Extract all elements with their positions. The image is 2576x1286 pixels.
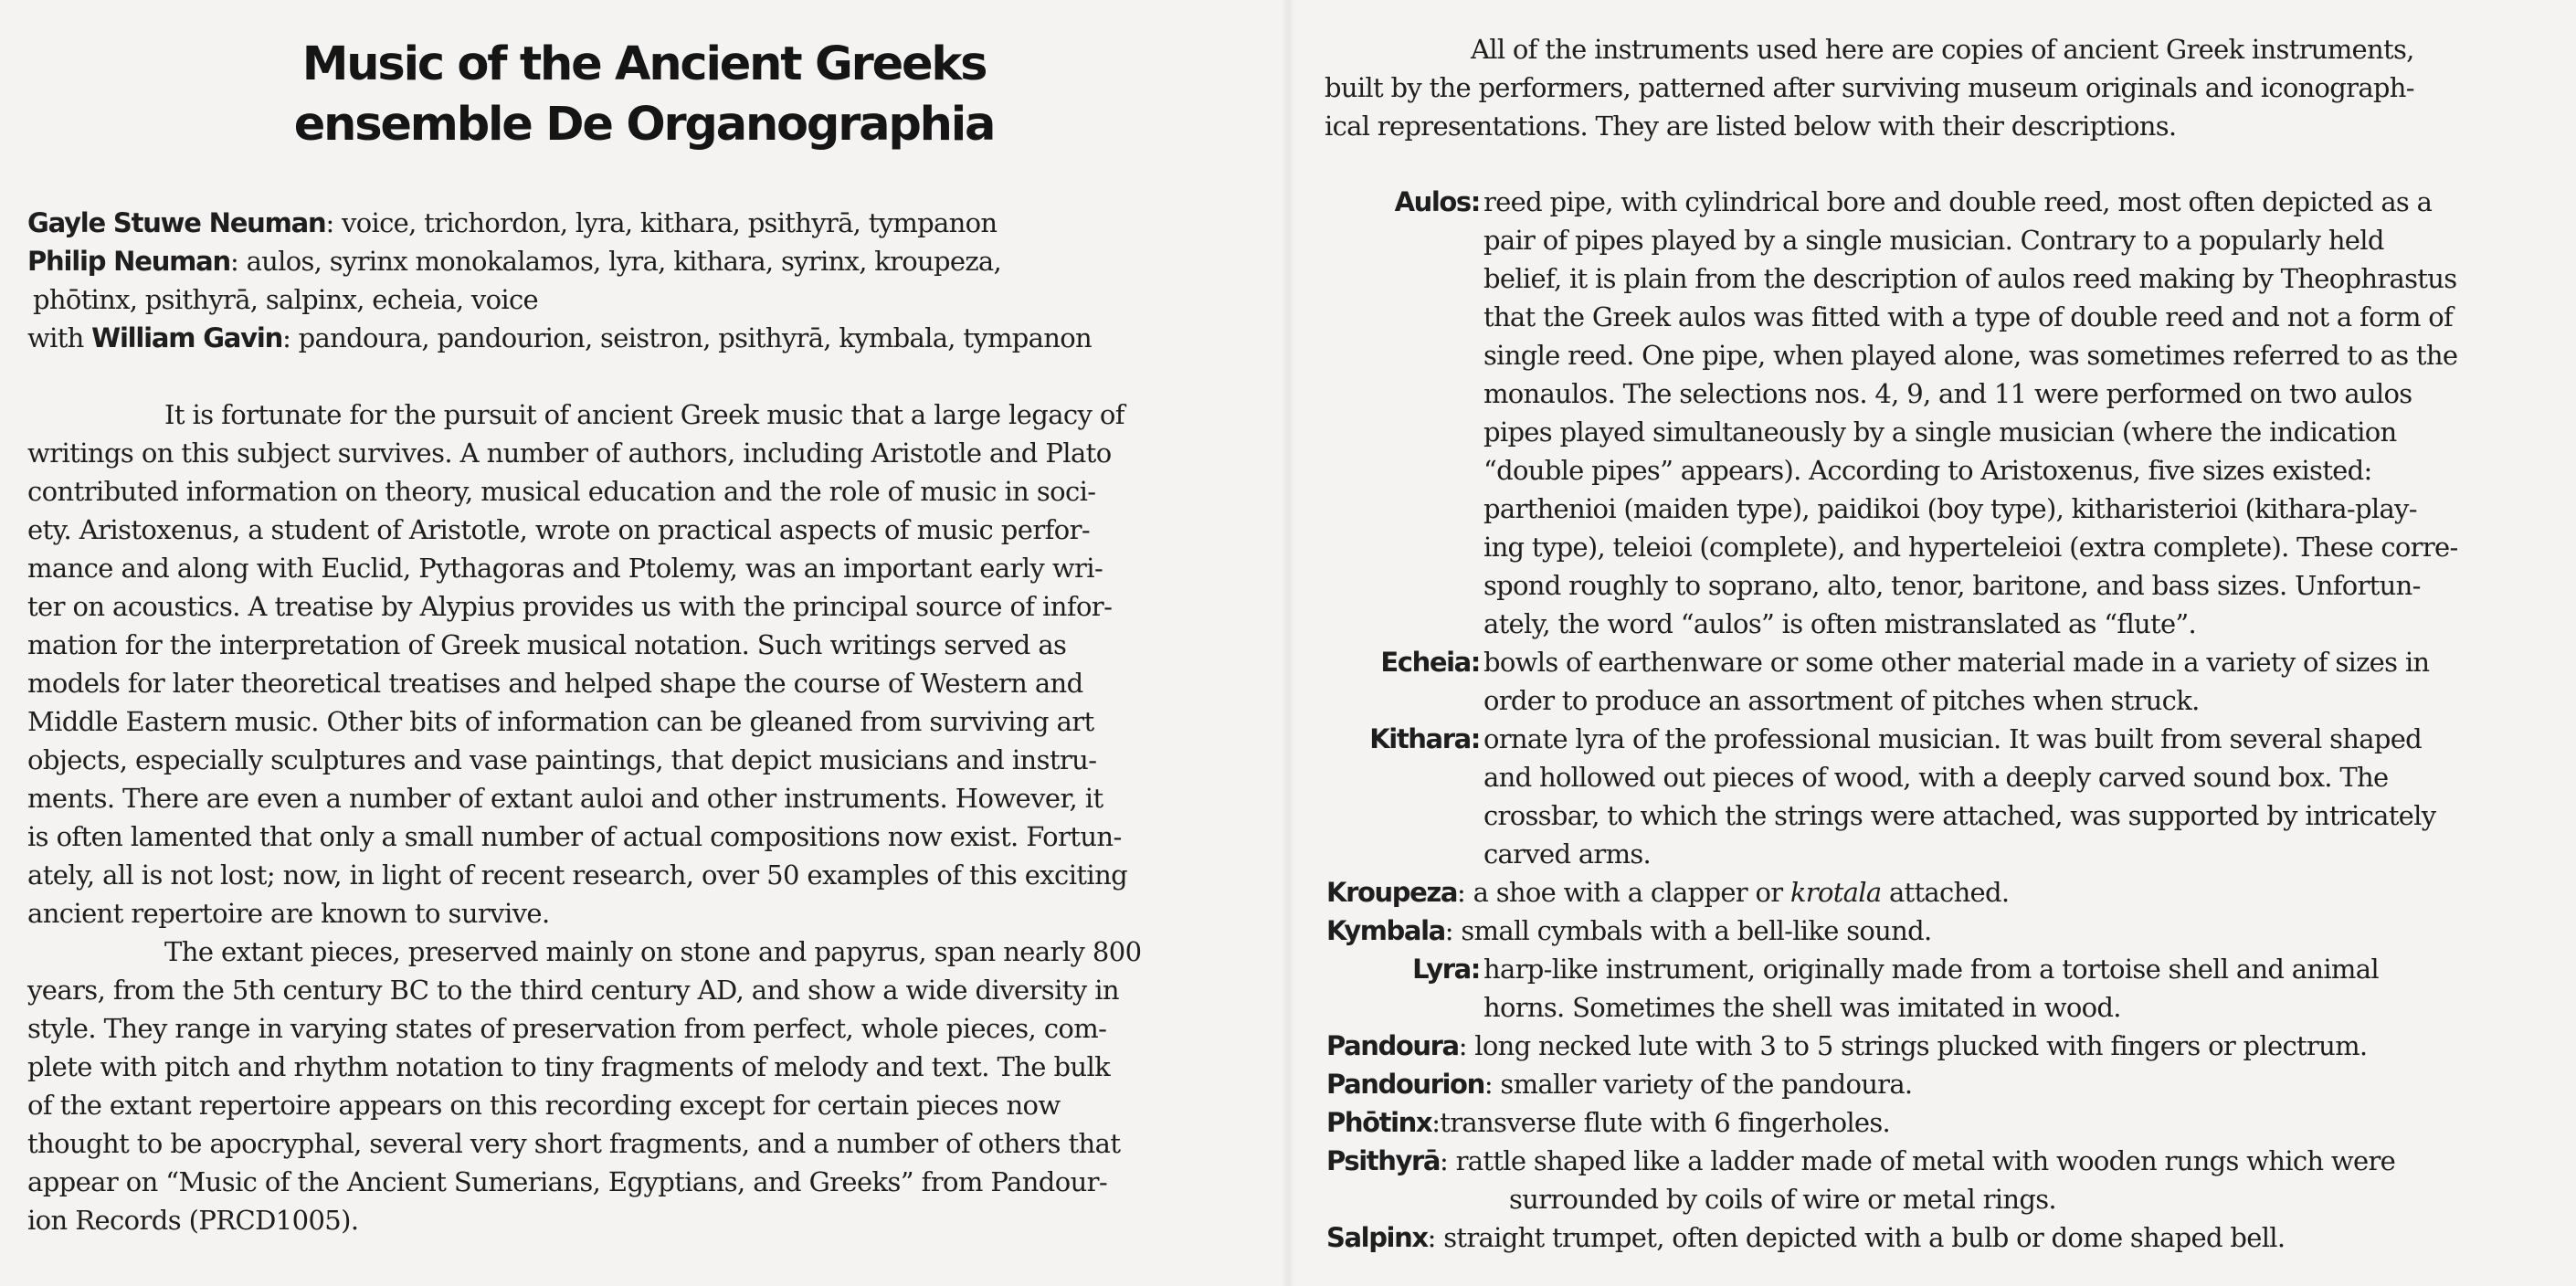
- performer-instruments: : pandoura, pandourion, seistron, psithyrā, kymbala, tympanon: [282, 322, 1092, 353]
- performer-name: Philip Neuman: [27, 246, 230, 277]
- text-line: writings on this subject survives. A number of authors, including Aristotle and Plato: [27, 437, 1112, 469]
- instruments-intro: [1325, 30, 2558, 145]
- instrument-description: : straight trumpet, often depicted with a bulb or dome shaped bell.: [1427, 1222, 2286, 1253]
- instrument-line: [1326, 1142, 2569, 1180]
- text-line: ments. There are even a number of extant auloi and other instruments. However, it: [27, 783, 1103, 814]
- performer-name: William Gavin: [91, 322, 283, 353]
- instrument-term: Kithara:: [1369, 723, 1480, 754]
- text-line: objects, especially sculptures and vase paintings, that depict musicians and instru-: [27, 744, 1097, 775]
- instrument-line: [1326, 1065, 2569, 1103]
- text-line: parthenioi (maiden type), paidikoi (boy type), kitharisterioi (kithara-play-: [1483, 493, 2417, 524]
- paragraph: [27, 395, 1242, 933]
- text-line: is often lamented that only a small number of actual compositions now exist. Fortun-: [27, 821, 1122, 852]
- instrument-description: [1326, 720, 2569, 873]
- text-line: belief, it is plain from the description of aulos reed making by Theophrastus: [1483, 263, 2457, 294]
- page-title: [0, 35, 1288, 155]
- credit-line: [27, 319, 1279, 357]
- instrument-term: Psithyrā: [1326, 1145, 1441, 1176]
- text-line: ing type), teleioi (complete), and hyperteleioi (extra complete). These corre-: [1483, 532, 2458, 563]
- instrument-description-continued: surrounded by coils of wire or metal rings.: [1509, 1184, 2056, 1215]
- text-line: mance and along with Euclid, Pythagoras and Ptolemy, was an important early wri-: [27, 553, 1103, 584]
- title-line-2: ensemble De Organographia: [293, 98, 995, 152]
- instrument-description: : a shoe with a clapper or: [1457, 877, 1790, 908]
- text-line: ical representations. They are listed below with their descriptions.: [1325, 111, 2177, 142]
- text-line: The extant pieces, preserved mainly on stone and papyrus, span nearly 800: [164, 936, 1142, 967]
- instrument-entry: [1326, 183, 2569, 643]
- text-line: carved arms.: [1483, 838, 1652, 870]
- credit-continuation: phōtinx, psithyrā, salpinx, echeia, voice: [33, 284, 538, 315]
- instrument-term: Echeia:: [1380, 647, 1480, 678]
- instrument-list: [1326, 183, 2569, 1257]
- text-line: monaulos. The selections nos. 4, 9, and 11 were performed on two aulos: [1483, 378, 2412, 409]
- instrument-line: [1326, 1218, 2569, 1257]
- text-line: ately, all is not lost; now, in light of recent research, over 50 examples of this exciting: [27, 859, 1128, 891]
- performer-instruments: : voice, trichordon, lyra, kithara, psithyrā, tympanon: [325, 207, 998, 238]
- instrument-description: [1326, 183, 2569, 643]
- instrument-entry: [1326, 912, 2569, 950]
- performer-credits: [27, 204, 1279, 357]
- text-line: Middle Eastern music. Other bits of information can be gleaned from surviving art: [27, 706, 1094, 737]
- text-line: ornate lyra of the professional musician. It was built from several shaped: [1483, 723, 2423, 754]
- instrument-description: [1326, 950, 2569, 1027]
- text-line: It is fortunate for the pursuit of ancient Greek music that a large legacy of: [164, 399, 1124, 430]
- text-line: plete with pitch and rhythm notation to tiny fragments of melody and text. The bulk: [27, 1051, 1111, 1082]
- text-line: of the extant repertoire appears on this recording except for certain pieces now: [27, 1090, 1061, 1121]
- instrument-line: [1326, 912, 2569, 950]
- instrument-term: Lyra:: [1412, 954, 1480, 985]
- instrument-term: Aulos:: [1394, 186, 1480, 217]
- instrument-term: Kymbala: [1326, 915, 1445, 946]
- title-line-1: Music of the Ancient Greeks: [301, 37, 987, 91]
- text-line: thought to be apocryphal, several very short fragments, and a number of others that: [27, 1128, 1121, 1159]
- right-page: [1288, 0, 2576, 1286]
- text-line: crossbar, to which the strings were attached, was supported by intricately: [1483, 800, 2436, 831]
- text-line: bowls of earthenware or some other material made in a variety of sizes in: [1483, 647, 2430, 678]
- text-line: pipes played simultaneously by a single musician (where the indication: [1483, 416, 2397, 448]
- instrument-term: Phōtinx: [1326, 1107, 1432, 1138]
- instrument-term: Kroupeza: [1326, 877, 1458, 908]
- instrument-entry: [1326, 720, 2569, 873]
- text-line: style. They range in varying states of preservation from perfect, whole pieces, com-: [27, 1013, 1107, 1044]
- credit-line: [27, 204, 1279, 242]
- text-line: ately, the word “aulos” is often mistranslated as “flute”.: [1483, 608, 2197, 639]
- text-line: ancient repertoire are known to survive.: [27, 898, 550, 929]
- text-line: “double pipes” appears). According to Aristoxenus, five sizes existed:: [1483, 455, 2372, 486]
- text-line: horns. Sometimes the shell was imitated in wood.: [1483, 992, 2121, 1023]
- instrument-entry: [1326, 1103, 2569, 1142]
- text-line: pair of pipes played by a single musician. Contrary to a popularly held: [1483, 225, 2384, 256]
- instrument-term: Salpinx: [1326, 1222, 1428, 1253]
- instrument-description: : smaller variety of the pandoura.: [1483, 1069, 1913, 1100]
- text-line: harp-like instrument, originally made from a tortoise shell and animal: [1483, 954, 2379, 985]
- instrument-description: : rattle shaped like a ladder made of metal with wooden rungs which were: [1440, 1145, 2396, 1176]
- text-line: reed pipe, with cylindrical bore and double reed, most often depicted as a: [1483, 186, 2433, 217]
- instrument-entry: [1326, 1218, 2569, 1257]
- instrument-line: [1326, 1103, 2569, 1142]
- intro-text: [27, 395, 1242, 1239]
- text-line: years, from the 5th century BC to the third century AD, and show a wide diversity in: [27, 975, 1119, 1006]
- instrument-description: :transverse flute with 6 fingerholes.: [1431, 1107, 1891, 1138]
- text-line: single reed. One pipe, when played alone, was sometimes referred to as the: [1483, 340, 2458, 371]
- credit-line: [27, 242, 1279, 280]
- text-line: ter on acoustics. A treatise by Alypius provides us with the principal source of infor-: [27, 591, 1113, 622]
- italic-term: krotala: [1789, 877, 1882, 908]
- text-line: order to produce an assortment of pitches when struck.: [1483, 685, 2200, 716]
- instrument-entry: [1326, 873, 2569, 912]
- instrument-term: Pandourion: [1326, 1069, 1484, 1100]
- text-line: spond roughly to soprano, alto, tenor, baritone, and bass sizes. Unfortun-: [1483, 570, 2421, 601]
- text-line: ety. Aristoxenus, a student of Aristotle, wrote on practical aspects of music perfor-: [27, 514, 1091, 545]
- paragraph: [27, 933, 1242, 1239]
- text-line: built by the performers, patterned after surviving museum originals and iconograph-: [1325, 72, 2414, 103]
- text-line: that the Greek aulos was fitted with a type of double reed and not a form of: [1483, 301, 2454, 332]
- text-line: All of the instruments used here are copies of ancient Greek instruments,: [1471, 34, 2414, 65]
- instrument-entry: [1326, 950, 2569, 1027]
- instrument-line: [1326, 1027, 2569, 1065]
- instrument-entry: [1326, 1065, 2569, 1103]
- instrument-entry: [1326, 643, 2569, 720]
- performer-name: Gayle Stuwe Neuman: [27, 207, 326, 238]
- credit-prefix: with: [27, 322, 92, 353]
- instrument-term: Pandoura: [1326, 1030, 1459, 1061]
- instrument-description: [1326, 643, 2569, 720]
- instrument-entry: [1326, 1027, 2569, 1065]
- instrument-entry: [1326, 1142, 2569, 1218]
- text-line: and hollowed out pieces of wood, with a deeply carved sound box. The: [1483, 762, 2389, 793]
- instrument-description: : long necked lute with 3 to 5 strings plucked with fingers or plectrum.: [1458, 1030, 2368, 1061]
- text-line: models for later theoretical treatises and helped shape the course of Western and: [27, 668, 1083, 699]
- instrument-description: : small cymbals with a bell-like sound.: [1444, 915, 1932, 946]
- text-line: mation for the interpretation of Greek musical notation. Such writings served as: [27, 629, 1067, 660]
- instrument-line: [1326, 873, 2569, 912]
- text-line: contributed information on theory, musical education and the role of music in soci-: [27, 476, 1096, 507]
- performer-instruments: : aulos, syrinx monokalamos, lyra, kithara, syrinx, kroupeza,: [230, 246, 1002, 277]
- text-line: appear on “Music of the Ancient Sumerians, Egyptians, and Greeks” from Pandour-: [27, 1166, 1108, 1197]
- instrument-description: attached.: [1881, 877, 2010, 908]
- text-line: ion Records (PRCD1005).: [27, 1205, 359, 1236]
